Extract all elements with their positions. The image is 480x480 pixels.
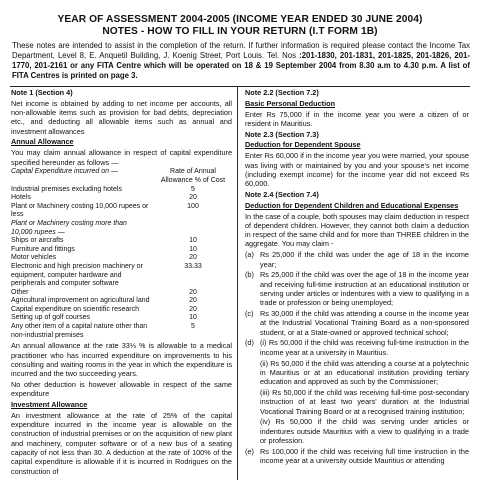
- table-row: [11, 237, 232, 246]
- table-cell-item: Industrial premises excluding hotels: [11, 185, 122, 193]
- table-cell-rate: [154, 220, 232, 237]
- note22-heading: Note 2.2 (Section 7.2): [245, 88, 319, 97]
- spouse-deduction-heading: Deduction for Dependent Spouse: [245, 140, 361, 150]
- table-row: [11, 289, 232, 298]
- table-cell-item: Electronic and high precision machinery or equipment, computer hardware and peripherals and computer software: [11, 262, 143, 288]
- children-deduction-heading: Deduction for Dependent Children and Educational Expenses: [245, 200, 459, 210]
- table-cell-rate: 20: [189, 254, 197, 262]
- table-cell-rate: 5: [191, 185, 195, 193]
- intro-text: These notes are intended to assist in the completion of the return. If further information is required please contact the Income Tax Department, Level 8, E. Anquetil Building, J. Koenig Street, Port Louis. Tel. Nos: [12, 41, 470, 61]
- basic-deduction-text: Enter Rs 75,000 if in the income year you were a citizen of or resident in Mauritius.: [245, 109, 469, 128]
- deduction-list-e: [245, 447, 469, 466]
- allowance-table-header: [11, 168, 232, 185]
- column-divider: [237, 87, 238, 480]
- table-cell-rate: 20: [189, 288, 197, 296]
- note1-heading: Note 1 (Section 4): [11, 88, 73, 97]
- right-column: [245, 88, 469, 467]
- table-cell-item: Setting up of golf courses: [11, 314, 90, 322]
- table-cell-rate: 20: [189, 305, 197, 313]
- note24-heading: Note 2.4 (Section 7.4): [245, 189, 319, 199]
- table-cell-item: Ships or aircrafts: [11, 237, 64, 245]
- investment-allowance-heading: Investment Allowance: [11, 400, 88, 410]
- table-row: [11, 297, 232, 306]
- table-cell-item: Motor vehicles: [11, 254, 57, 262]
- intro-contact-text: :201-1830, 201-1831, 201-1825, 201-1826, 201-1770, 201-2161 or any FITA Centre which will be operated on 18 & 19 September 2004 from 8.30 a.m to 4.30 p.m. A list of FITA Centres is printed on page 3.: [12, 51, 470, 81]
- list-item: [245, 250, 469, 269]
- table-cell-item: Other: [11, 288, 29, 296]
- table-row: [11, 306, 232, 315]
- deduction-d-subitems: [245, 359, 469, 446]
- annual-allowance-note-text: No other deduction is however allowable in respect of the same expenditure: [11, 379, 232, 399]
- title-line-1: YEAR OF ASSESSMENT 2004-2005 (INCOME YEAR ENDED 30 JUNE 2004): [57, 14, 423, 25]
- list-text: (i) Rs 50,000 if the child was receiving full-time instruction in the income year at a university in Mauritius.: [260, 338, 469, 357]
- table-cell-rate: 10: [189, 245, 197, 253]
- list-marker: (a): [245, 250, 254, 260]
- table-row: [11, 314, 232, 323]
- table-cell-item: Capital expenditure on scientific research: [11, 305, 140, 313]
- table-row: [11, 203, 232, 220]
- list-text: Rs 100,000 if the child was receiving full time instruction in the income year at a university outside Mauritius or attending: [260, 446, 469, 465]
- investment-allowance-text: An investment allowance at the rate of 25% of the capital expenditure incurred in the income year is allowable on the construction of industrial premises or on the acquisition of new plant and machinery, computer software or of a new bus of a seating capacity of not less than 30. A deduction at the rate of 100% of the capital expenditure is allowable if it is incurred in Rodrigues on the construction of: [11, 410, 232, 476]
- table-row: [11, 186, 232, 195]
- table-row: [11, 323, 232, 340]
- table-cell-item: Agricultural improvement on agricultural land: [11, 297, 150, 305]
- intro-paragraph: [12, 41, 470, 81]
- spouse-deduction-text: Enter Rs 60,000 if in the income year you were married, your spouse was living with or maintained by you and your spouse's net income (including exempt income) for the income year did not exceed Rs 60,000.: [245, 151, 469, 189]
- table-header-rate: Rate of Annual Allowance % of Cost: [160, 168, 226, 184]
- list-subitem: (ii) Rs 50,000 if the child was attending a course at a polytechnic in Mauritius or at an educational institution providing tertiary education and approved as such by the Commissioner;: [260, 358, 469, 387]
- page-title: [0, 14, 480, 38]
- table-cell-item: Hotels: [11, 194, 31, 202]
- basic-deduction-heading: Basic Personal Deduction: [245, 98, 336, 108]
- table-cell-rate: 20: [189, 194, 197, 202]
- table-row: [11, 263, 232, 289]
- list-marker: (b): [245, 270, 254, 280]
- children-deduction-text: In the case of a couple, both spouses may claim deduction in respect of dependent children. However, they cannot both claim a deduction in respect of the same child and for more than THREE children in the aggregate. You may claim -: [245, 211, 469, 249]
- deduction-list: [245, 250, 469, 357]
- table-header-expenditure: Capital Expenditure incurred on —: [11, 168, 119, 176]
- note23-heading: Note 2.3 (Section 7.3): [245, 129, 319, 139]
- table-cell-rate: 20: [189, 297, 197, 305]
- annual-allowance-heading: Annual Allowance: [11, 137, 74, 147]
- list-marker: (d): [245, 338, 254, 348]
- table-cell-rate: 5: [191, 323, 195, 331]
- table-row: [11, 194, 232, 203]
- table-cell-rate: 33.33: [184, 262, 202, 270]
- table-row: [11, 220, 232, 237]
- list-subitem: (iv) Rs 50,000 if the child was serving under articles or indentures outside Mauritius with a view to qualifying in a trade or profession.: [260, 417, 469, 445]
- table-cell-rate: 100: [187, 202, 199, 210]
- table-row: [11, 254, 232, 263]
- table-cell-rate: 10: [189, 237, 197, 245]
- list-marker: (e): [245, 446, 254, 456]
- table-cell-item: Plant or Machinery costing more than 10,000 rupees —: [11, 219, 127, 236]
- annual-allowance-medical-text: An annual allowance at the rate 33⅓ % is allowable to a medical practitioner who has incurred expenditure on improvements to his consulting and waiting rooms in the year in which the expenditure is incurred and the two succeeding years.: [11, 341, 232, 379]
- table-cell-rate: 10: [189, 314, 197, 322]
- note1-text: Net income is obtained by adding to net income per accounts, all non-allowable items such as provision for bad debts, depreciation etc., and deducting all allowable items such as annual and investment allowances: [11, 98, 232, 136]
- annual-allowance-text: You may claim annual allowance in respect of capital expenditure specified hereunder as follows —: [11, 148, 232, 167]
- allowance-table: [11, 168, 232, 340]
- list-subitem: (iii) Rs 50,000 if the child was receiving full-time post-secondary instruction of at least two years' duration at the Industrial Vocational Training Board or at a recognised training institution;: [260, 387, 469, 416]
- list-marker: (c): [245, 309, 254, 319]
- list-text: Rs 25,000 if the child was under the age of 18 in the income year;: [260, 250, 469, 269]
- table-row: [11, 246, 232, 255]
- table-cell-item: Furniture and fittings: [11, 245, 75, 253]
- list-item: [245, 447, 469, 466]
- list-item: [245, 270, 469, 307]
- list-text: Rs 30,000 if the child was attending a course in the income year at the Industrial Vocational Training Board as a non-sponsored student, or at a State-owned or approved technical school;: [260, 309, 469, 337]
- title-line-2: NOTES - HOW TO FILL IN YOUR RETURN (I.T FORM 1B): [102, 26, 378, 37]
- table-cell-item: Plant or Machinery costing 10,000 rupees or less: [11, 202, 149, 219]
- list-text: Rs 25,000 if the child was over the age of 18 in the income year and receiving full-time instruction at an educational institution or serving under articles or indentures with a view to qualifying in a trade or profession or being unemployed;: [260, 270, 469, 308]
- list-item: [245, 309, 469, 337]
- section-divider: [10, 86, 470, 87]
- list-item: [245, 338, 469, 357]
- left-column: [11, 88, 232, 477]
- table-cell-item: Any other item of a capital nature other than non-industrial premises: [11, 323, 148, 339]
